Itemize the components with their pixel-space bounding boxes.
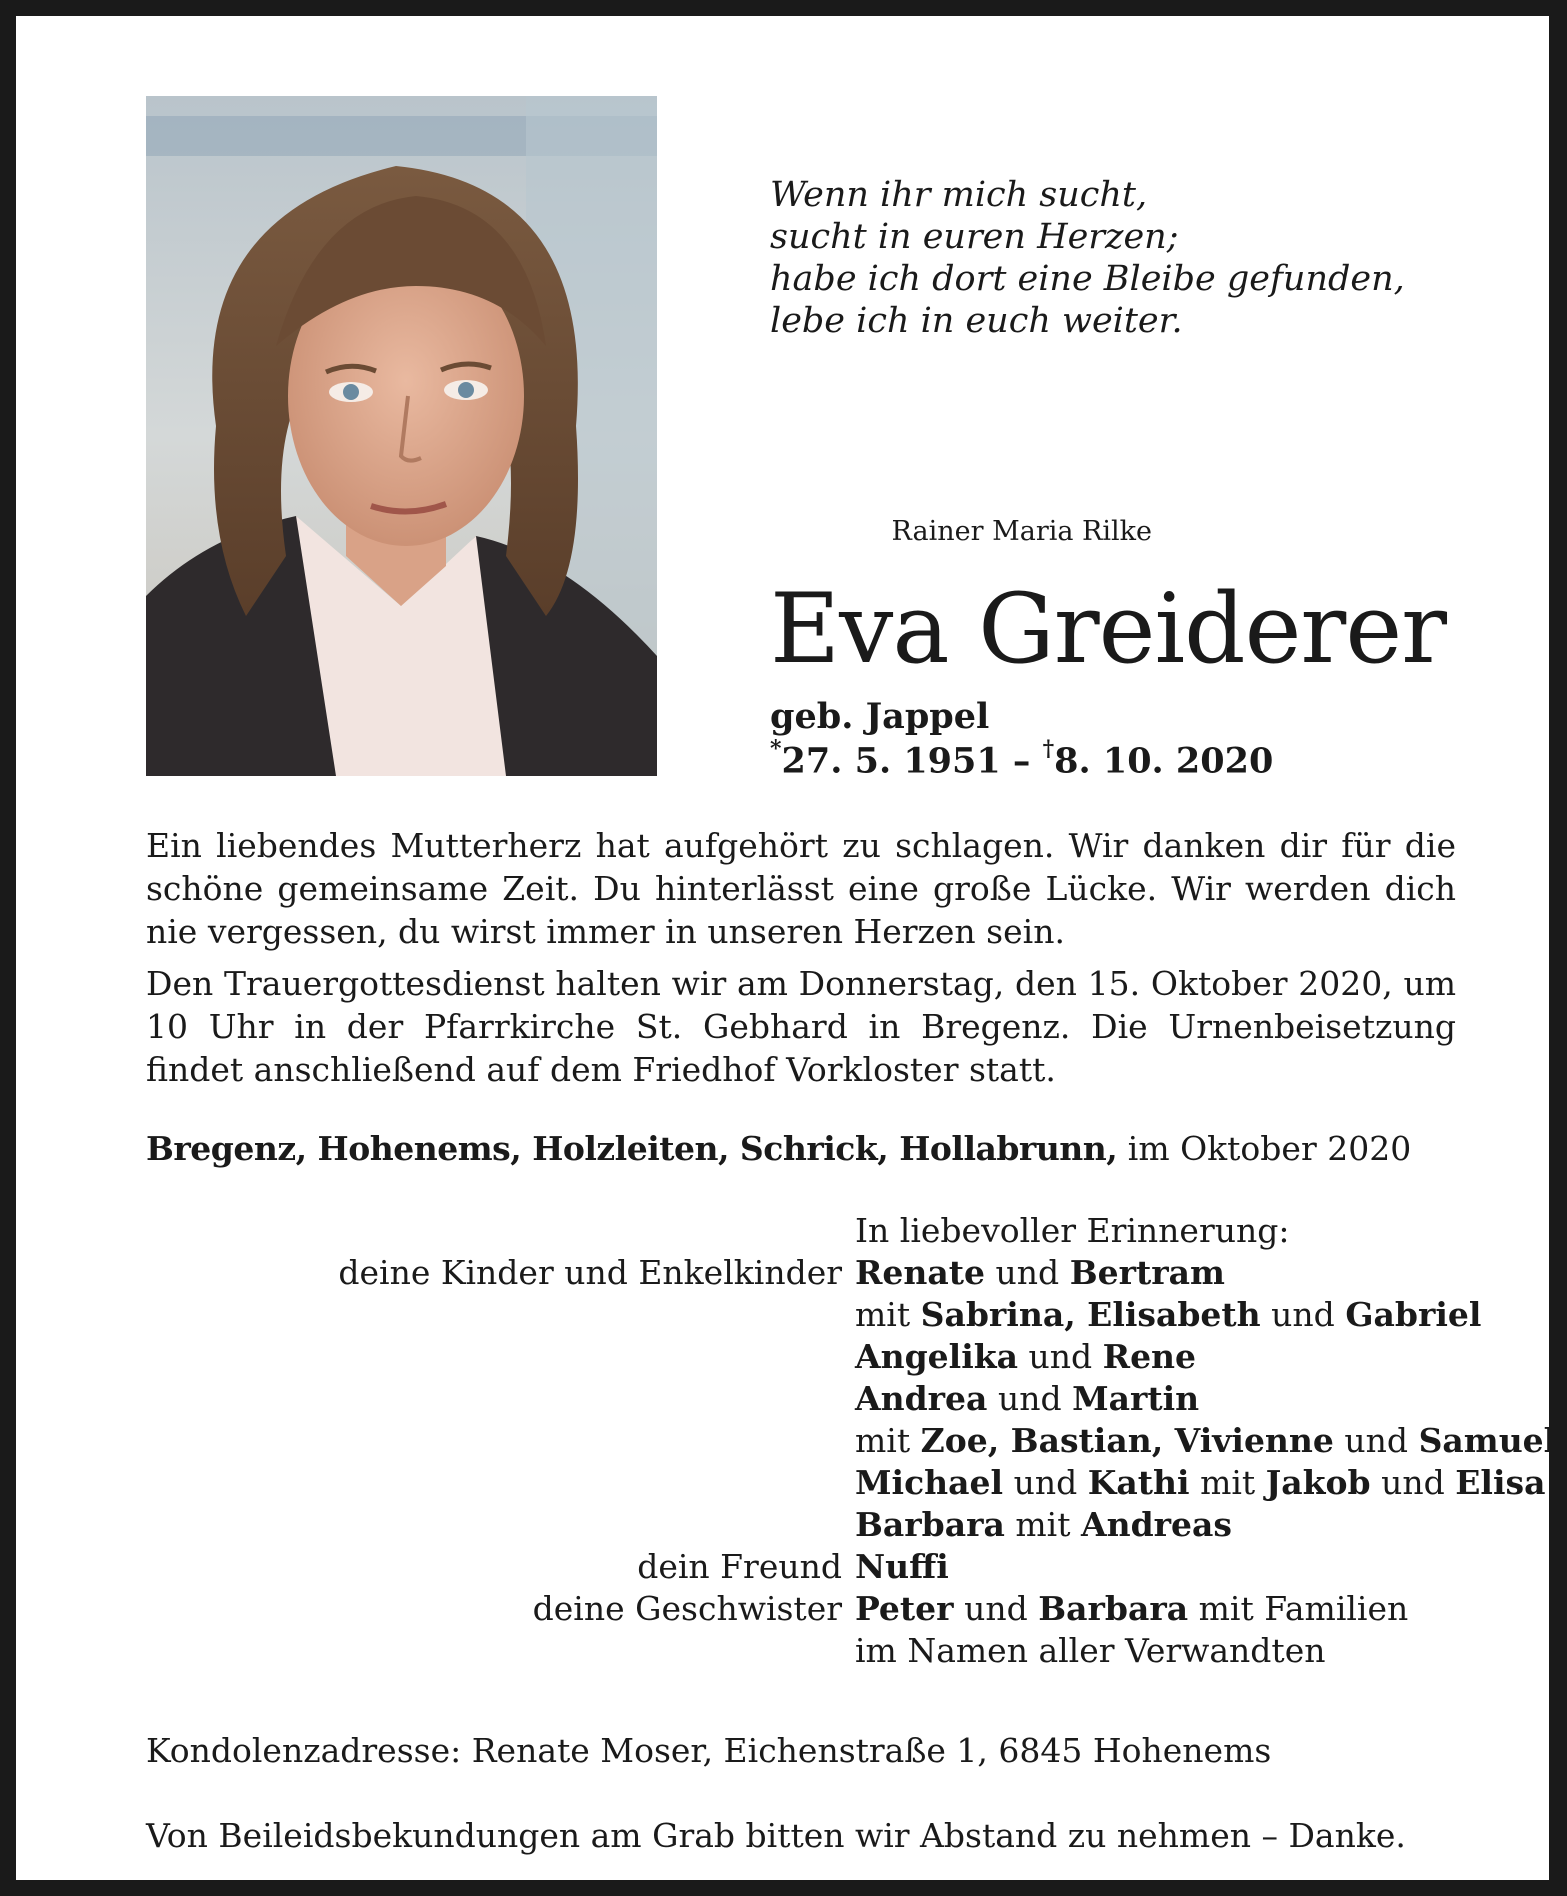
mourner-names: Angelika und Rene bbox=[855, 1337, 1197, 1376]
obituary-page bbox=[16, 16, 1557, 1880]
closing-note: Von Beileidsbekundungen am Grab bitten wir Abstand zu nehmen – Danke. bbox=[146, 1816, 1406, 1855]
mourner-names: mit Sabrina, Elisabeth und Gabriel bbox=[855, 1295, 1482, 1334]
friend-label: dein Freund bbox=[637, 1547, 842, 1586]
places-towns: Bregenz, Hohenems, Holzleiten, Schrick, Hollabrunn, bbox=[146, 1129, 1118, 1168]
birth-date: 27. 5. 1951 bbox=[781, 740, 1001, 782]
service-paragraph: Den Trauergottesdienst halten wir am Donnerstag, den 15. Oktober 2020, um 10 Uhr in der Pfarrkirche St. Gebhard in Bregenz. Die Urnenbeisetzung findet anschließend auf dem Friedhof Vorkloster statt. bbox=[146, 964, 1456, 1089]
mourners-row bbox=[146, 1295, 1482, 1337]
condolence-address: Kondolenzadresse: Renate Moser, Eichenstraße 1, 6845 Hohenems bbox=[146, 1731, 1272, 1770]
poem-line: sucht in euren Herzen; bbox=[770, 217, 1179, 257]
birth-symbol: * bbox=[770, 736, 782, 762]
mourner-names: Nuffi bbox=[855, 1547, 949, 1586]
mourners-list bbox=[146, 1211, 1557, 1673]
mourners-row bbox=[146, 1337, 1456, 1379]
mourners-row bbox=[146, 1547, 1456, 1589]
poem-line: Wenn ihr mich sucht, bbox=[770, 175, 1148, 215]
mourners-row bbox=[146, 1379, 1456, 1421]
poem bbox=[770, 174, 1410, 547]
relatives-line: im Namen aller Verwandten bbox=[855, 1631, 1326, 1670]
death-symbol: † bbox=[1042, 736, 1055, 762]
farewell-paragraph: Ein liebendes Mutterherz hat aufgehört zu schlagen. Wir danken dir für die schöne gemeinsame Zeit. Du hinterlässt eine große Lücke. Wir werden dich nie vergessen, du wirst immer in unseren Herzen sein. bbox=[146, 826, 1456, 951]
portrait-photo bbox=[146, 96, 657, 776]
poem-line: lebe ich in euch weiter. bbox=[770, 301, 1183, 341]
mourners-row bbox=[146, 1421, 1557, 1463]
mourners-row bbox=[146, 1463, 1546, 1505]
death-date: 8. 10. 2020 bbox=[1054, 740, 1274, 782]
siblings-label: deine Geschwister bbox=[532, 1589, 842, 1628]
places-line bbox=[146, 1129, 1411, 1168]
mourner-names: mit Zoe, Bastian, Vivienne und Samuel bbox=[855, 1421, 1557, 1460]
mourners-row bbox=[146, 1631, 1456, 1673]
places-date: im Oktober 2020 bbox=[1117, 1129, 1412, 1168]
mourners-intro: In liebevoller Erinnerung: bbox=[855, 1211, 1290, 1250]
poem-author: Rainer Maria Rilke bbox=[891, 516, 1152, 547]
mourner-names: Andrea und Martin bbox=[855, 1379, 1200, 1418]
mourners-row bbox=[146, 1505, 1456, 1547]
deceased-name: Eva Greiderer bbox=[770, 573, 1447, 685]
mourners-row bbox=[146, 1253, 1456, 1295]
mourners-row bbox=[146, 1589, 1456, 1631]
children-label: deine Kinder und Enkelkinder bbox=[338, 1253, 842, 1292]
mourner-names: Barbara mit Andreas bbox=[855, 1505, 1233, 1544]
mourners-row bbox=[146, 1211, 1456, 1253]
mourner-names: Renate und Bertram bbox=[855, 1253, 1225, 1292]
date-separator: – bbox=[1000, 740, 1043, 782]
poem-line: habe ich dort eine Bleibe gefunden, bbox=[770, 259, 1405, 299]
maiden-name: geb. Jappel bbox=[770, 696, 990, 737]
mourner-names: Michael und Kathi mit Jakob und Elisa bbox=[855, 1463, 1546, 1502]
mourner-names: Peter und Barbara mit Familien bbox=[855, 1589, 1409, 1628]
life-dates bbox=[770, 736, 1274, 782]
